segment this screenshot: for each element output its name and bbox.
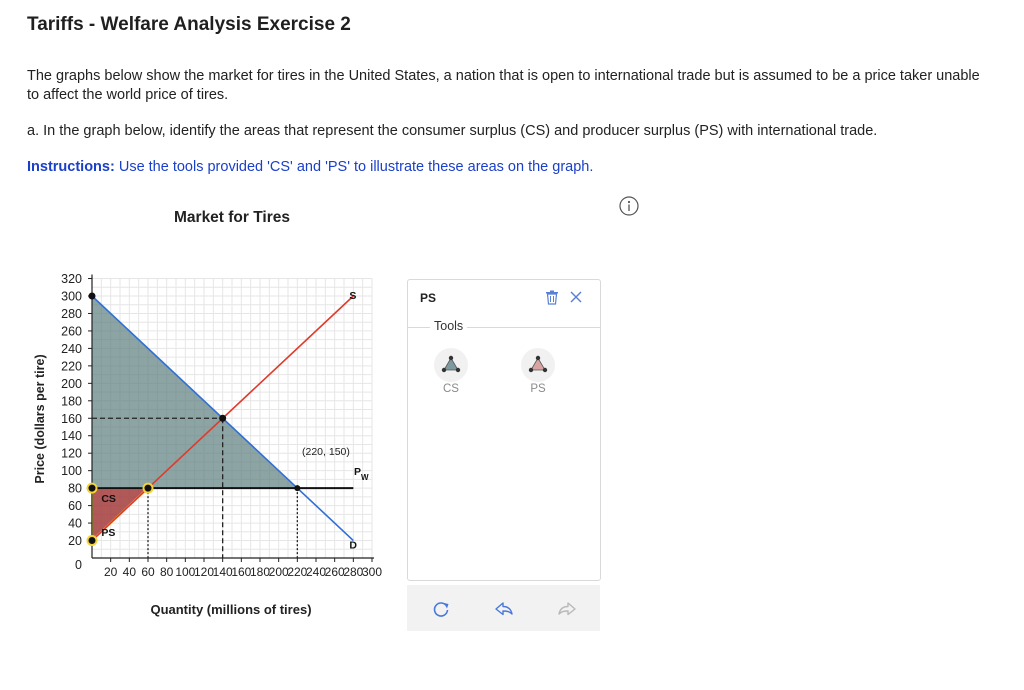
x-tick-label: 80 xyxy=(159,565,174,579)
ps-vertex-point xyxy=(144,484,153,493)
page-title: Tariffs - Welfare Analysis Exercise 2 xyxy=(27,14,351,35)
x-tick-label: 200 xyxy=(268,565,289,579)
cs-tool-button[interactable] xyxy=(431,348,471,395)
supply-intercept-point xyxy=(88,536,97,545)
y-tick-label: 40 xyxy=(68,516,82,531)
y-tick-label: 200 xyxy=(61,376,82,391)
question-text: a. In the graph below, identify the areas that represent the consumer surplus (CS) and producer surplus (PS) with international trade. xyxy=(27,123,878,139)
intro-text: The graphs below show the market for tires in the United States, a nation that is open to international trade but is assumed to be a price taker unable to affect the world price of tires. xyxy=(27,68,980,103)
x-tick-label: 40 xyxy=(122,565,137,579)
supply-label: S xyxy=(349,290,357,302)
y-tick-label: 100 xyxy=(61,464,82,479)
x-tick-label: 20 xyxy=(103,565,118,579)
triangle-polygon-icon xyxy=(434,348,468,382)
instructions-text: Use the tools provided 'CS' and 'PS' to illustrate these areas on the graph. xyxy=(114,159,594,175)
x-tick-label: 280 xyxy=(343,565,364,579)
cs-tool-label: CS xyxy=(443,383,459,395)
y-tick-label: 280 xyxy=(61,306,82,321)
close-icon[interactable] xyxy=(569,290,583,304)
x-tick-label: 100 xyxy=(175,565,196,579)
x-tick-label: 180 xyxy=(249,565,271,579)
reset-icon[interactable] xyxy=(431,599,451,619)
chart-title: Market for Tires xyxy=(174,209,291,226)
x-axis-label: Quantity (millions of tires) xyxy=(150,602,312,617)
undo-icon[interactable] xyxy=(494,599,514,619)
ps-tool-button[interactable] xyxy=(518,348,558,395)
y-tick-label: 140 xyxy=(61,429,82,444)
ps-tool-label: PS xyxy=(530,383,546,395)
triangle-polygon-icon xyxy=(521,348,555,382)
x-tick-label: 120 xyxy=(193,565,215,579)
demand-intercept-point xyxy=(89,293,96,300)
y-tick-label: 240 xyxy=(61,341,82,356)
instructions-label: Instructions: xyxy=(27,159,115,175)
y-tick-label: 320 xyxy=(61,272,82,287)
x-tick-label: 300 xyxy=(361,565,383,579)
point-annotation: (220, 150) xyxy=(302,445,350,458)
equilibrium-point xyxy=(219,415,226,422)
trash-icon[interactable] xyxy=(545,290,559,305)
origin-label: 0 xyxy=(75,558,82,572)
tools-panel xyxy=(407,279,601,581)
demand-label: D xyxy=(349,539,357,552)
consumption-point xyxy=(294,485,300,491)
tools-label: Tools xyxy=(430,319,467,333)
market-chart[interactable] xyxy=(0,0,400,630)
y-tick-label: 260 xyxy=(61,324,82,339)
x-tick-label: 160 xyxy=(231,565,252,579)
x-tick-label: 260 xyxy=(324,565,345,579)
y-axis-label: Price (dollars per tire) xyxy=(33,354,47,484)
y-tick-label: 120 xyxy=(61,446,82,461)
action-bar xyxy=(407,585,600,631)
ps-label: PS xyxy=(101,526,116,539)
x-tick-label: 60 xyxy=(141,565,155,579)
world-price-label-main: P xyxy=(354,466,362,479)
selected-tool-label: PS xyxy=(420,291,437,305)
world-price-label-sub: W xyxy=(361,473,369,483)
y-tick-label: 60 xyxy=(68,499,82,514)
y-tick-label: 20 xyxy=(68,534,82,549)
y-tick-label: 300 xyxy=(61,289,82,304)
redo-icon[interactable] xyxy=(557,599,577,619)
y-tick-label: 80 xyxy=(68,481,82,496)
x-tick-label: 240 xyxy=(305,565,327,579)
x-tick-label: 140 xyxy=(212,565,233,579)
y-tick-label: 160 xyxy=(61,411,82,426)
x-tick-label: 220 xyxy=(287,565,308,579)
y-tick-label: 180 xyxy=(61,394,82,409)
cs-label: CS xyxy=(101,493,116,506)
cs-ps-vertex-point xyxy=(88,484,97,493)
info-icon[interactable] xyxy=(619,196,639,216)
y-tick-label: 220 xyxy=(61,359,82,374)
